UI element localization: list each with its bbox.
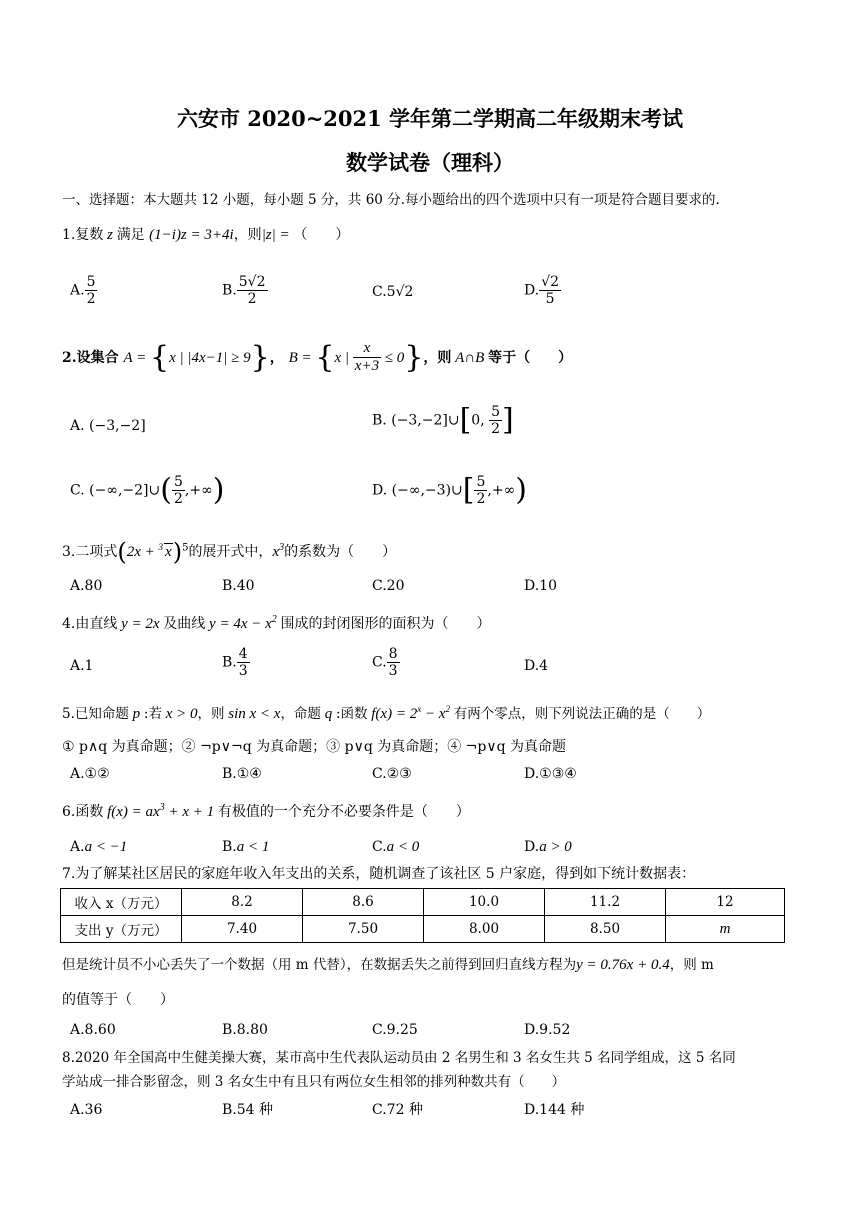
q2-option-a: A. (−3,−2] xyxy=(70,418,146,434)
table-cell: 12 xyxy=(666,889,785,916)
q6-option-c: C.a < 0 xyxy=(372,839,420,855)
table-row xyxy=(61,889,785,916)
q7-data-table xyxy=(60,888,785,943)
q8-option-a: A.36 xyxy=(70,1102,103,1118)
q5-option-c: C.②③ xyxy=(372,766,412,782)
q5-statements: ① p∧q 为真命题；② ¬p∨¬q 为真命题；③ p∨q 为真命题；④ ¬p∨q 为真命题 xyxy=(62,739,567,755)
question-8-line1: 8.2020 年全国高中生健美操大赛，某市高中生代表队运动员由 2 名男生和 3 名女生共 5 名同学组成，这 5 名同 xyxy=(62,1050,736,1066)
q4-option-b: B. $\frac{4}{3}$ xyxy=(222,646,248,680)
q1-option-d: D. $\frac{√2}{5}$ xyxy=(524,274,560,308)
q7-option-c: C.9.25 xyxy=(372,1022,418,1038)
exam-subtitle: 数学试卷（理科） xyxy=(346,150,514,175)
q8-option-d: D.144 种 xyxy=(524,1102,585,1118)
q3-option-a: A.80 xyxy=(70,578,103,594)
question-6: 6.函数 $f(x) = ax^3 + x + 1$ 有极值的一个充分不必要条件是（ ） xyxy=(62,802,470,820)
q3-option-c: C.20 xyxy=(372,578,405,594)
table-cell: 支出 y（万元） xyxy=(61,916,182,943)
q6-option-a: A.a < −1 xyxy=(70,839,128,855)
q1-option-b: B. $\frac{5√2}{2}$ xyxy=(222,274,266,308)
table-cell: m xyxy=(666,916,785,943)
table-row xyxy=(61,916,785,943)
q1-option-a: A. $\frac{5}{2}$ xyxy=(70,274,96,308)
q4-option-d: D.4 xyxy=(524,658,549,674)
question-8-line2: 学站成一排合影留念，则 3 名女生中有且只有两位女生相邻的排列种数共有（ ） xyxy=(62,1074,566,1090)
q6-option-b: B.a < 1 xyxy=(222,839,270,855)
q4-option-a: A.1 xyxy=(70,658,94,674)
question-3: 3.二项式(2x + $^3$ x)$^5$的展开式中，$x^3$的系数为（ ） xyxy=(62,538,397,566)
q1-option-c: C.5√2 xyxy=(372,284,414,300)
table-cell: 8.2 xyxy=(182,889,303,916)
table-cell: 8.50 xyxy=(545,916,666,943)
table-cell: 8.6 xyxy=(303,889,424,916)
q7-text-line2: 的值等于（ ） xyxy=(62,992,174,1008)
q8-option-b: B.54 种 xyxy=(222,1102,274,1118)
q7-option-d: D.9.52 xyxy=(524,1022,571,1038)
q6-option-d: D.a > 0 xyxy=(524,839,572,855)
q2-option-c: C. (−∞,−2]∪( $\frac{5}{2}$ ,+∞) xyxy=(70,472,225,508)
q3-option-d: D.10 xyxy=(524,578,557,594)
q3-option-b: B.40 xyxy=(222,578,255,594)
table-cell: 收入 x（万元） xyxy=(61,889,182,916)
table-cell: 7.50 xyxy=(303,916,424,943)
table-cell: 7.40 xyxy=(182,916,303,943)
q2-option-b: B. (−3,−2]∪[0, $\frac{5}{2}$ ] xyxy=(372,402,514,438)
question-7: 7.为了解某社区居民的家庭年收入年支出的关系，随机调查了该社区 5 户家庭，得到如下统计数据表： xyxy=(62,866,696,882)
table-cell: 8.00 xyxy=(424,916,545,943)
table-cell: 11.2 xyxy=(545,889,666,916)
q1-equation: (1−i)z = 3+4i xyxy=(149,227,234,243)
q7-text-line1: 但是统计员不小心丢失了一个数据（用 m 代替），在数据丢失之前得到回归直线方程为y = 0.76x + 0.4，则 m xyxy=(62,957,714,973)
q7-option-a: A.8.60 xyxy=(70,1022,116,1038)
q5-option-a: A.①② xyxy=(70,766,110,782)
question-4: 4.由直线 y = 2x 及曲线 $y = 4x - x^2$ 围成的封闭图形的面积为（ ） xyxy=(62,614,491,632)
section-intro: 一、选择题：本大题共 12 小题，每小题 5 分，共 60 分.每小题给出的四个选项中只有一项是符合题目要求的. xyxy=(62,192,720,208)
question-5: 5.已知命题 p :若 x > 0，则 sin x < x，命题 q :函数 $f(x) = 2^x - x^2$ 有两个零点，则下列说法正确的是（ ） xyxy=(62,704,711,722)
q7-option-b: B.8.80 xyxy=(222,1022,268,1038)
q5-option-d: D.①③④ xyxy=(524,766,577,782)
question-2: 2.设集合 A = {x | |4x−1| ≥ 9}， B = {x | $\frac{x}{x+3}$ ≤ 0}，则 A∩B 等于（ ） xyxy=(62,339,573,375)
exam-title: 六安市 2020~2021 学年第二学期高二年级期末考试 xyxy=(176,106,684,131)
q8-option-c: C.72 种 xyxy=(372,1102,423,1118)
q5-option-b: B.①④ xyxy=(222,766,262,782)
question-1: 1.复数 z 满足 (1−i)z = 3+4i，则|z| = （ ） xyxy=(62,227,350,243)
q4-option-c: C. $\frac{8}{3}$ xyxy=(372,646,398,680)
q2-option-d: D. (−∞,−3)∪[ $\frac{5}{2}$ ,+∞) xyxy=(372,472,527,508)
table-cell: 10.0 xyxy=(424,889,545,916)
